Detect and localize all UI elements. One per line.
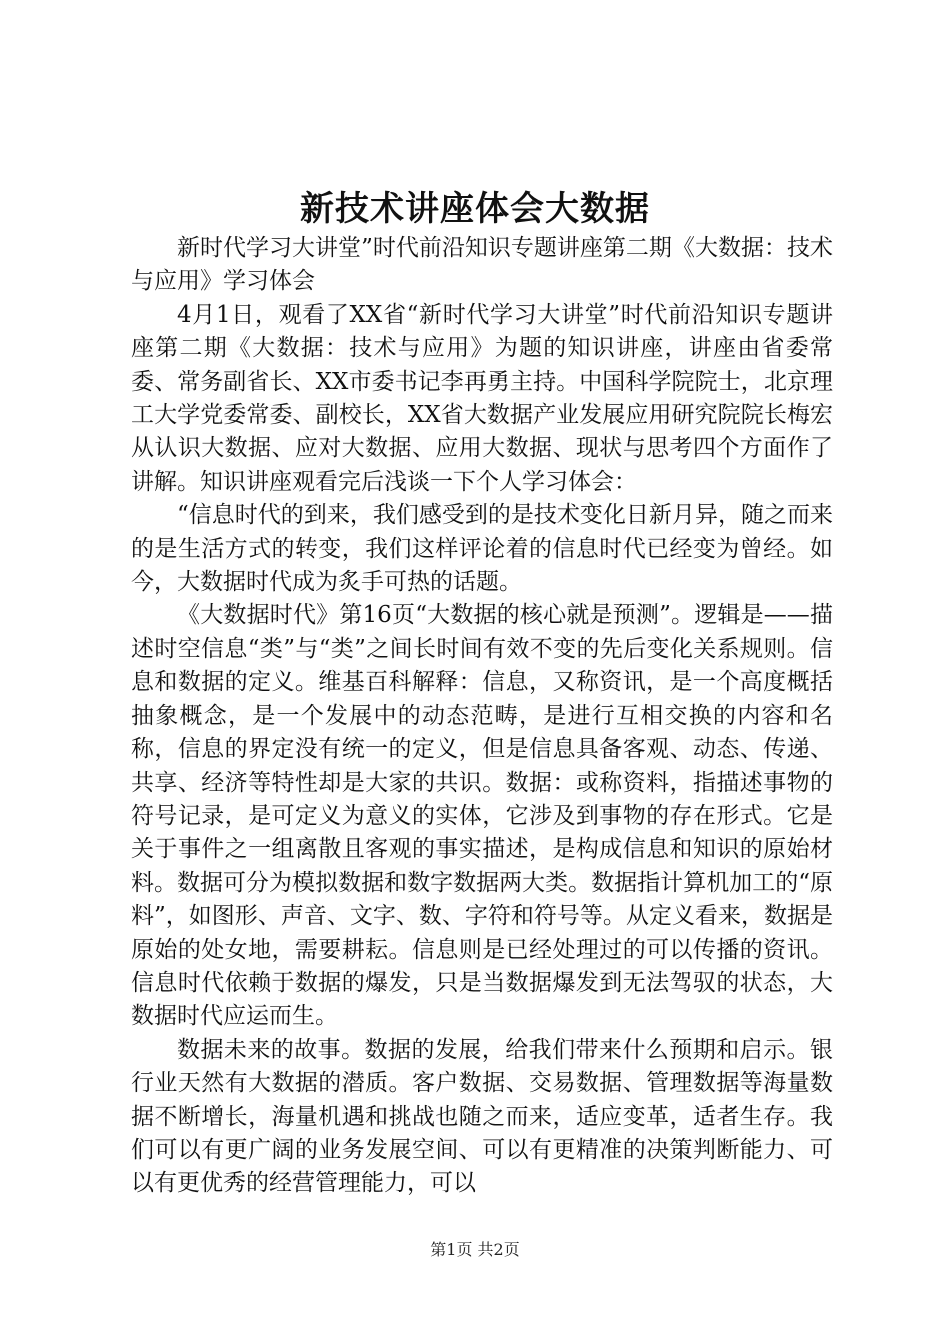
document-title: 新技术讲座体会大数据 bbox=[300, 189, 650, 229]
paragraph: 新时代学习大讲堂”时代前沿知识专题讲座第二期《大数据：技术与应用》学习体会 bbox=[131, 235, 833, 295]
document-body bbox=[131, 232, 833, 1201]
paragraph: 《大数据时代》第16页“大数据的核心就是预测”。逻辑是——描述时空信息“类”与“类”之间长时间有效不变的先后变化关系规则。信息和数据的定义。维基百科解释：信息，又称资讯，是一个高度概括抽象概念，是一个发展中的动态范畴，是进行互相交换的内容和名称，信息的界定没有统一的定义，但是信息具备客观、动态、传递、共享、经济等特性却是大家的共识。数据：或称资料，指描述事物的符号记录，是可定义为意义的实体，它涉及到事物的存在形式。它是关于事件之一组离散且客观的事实描述，是构成信息和知识的原始材料。数据可分为模拟数据和数字数据两大类。数据指计算机加工的“原料”，如图形、声音、文字、数、字符和符号等。从定义看来，数据是原始的处女地，需要耕耘。信息则是已经处理过的可以传播的资讯。信息时代依赖于数据的爆发，只是当数据爆发到无法驾驭的状态，大数据时代应运而生。 bbox=[131, 602, 833, 1030]
paragraph: 数据未来的故事。数据的发展，给我们带来什么预期和启示。银行业天然有大数据的潜质。客户数据、交易数据、管理数据等海量数据不断增长，海量机遇和挑战也随之而来，适应变革，适者生存。我们可以有更广阔的业务发展空间、可以有更精准的决策判断能力、可以有更优秀的经营管理能力，可以 bbox=[131, 1036, 833, 1197]
paragraph: 4月1日，观看了XX省“新时代学习大讲堂”时代前沿知识专题讲座第二期《大数据：技术与应用》为题的知识讲座，讲座由省委常委、常务副省长、XX市委书记李再勇主持。中国科学院院士，北京理工大学党委常委、副校长，XX省大数据产业发展应用研究院院长梅宏从认识大数据、应对大数据、应用大数据、现状与思考四个方面作了讲解。知识讲座观看完后浅谈一下个人学习体会： bbox=[131, 301, 833, 495]
paragraph: “信息时代的到来，我们感受到的是技术变化日新月异，随之而来的是生活方式的转变，我们这样评论着的信息时代已经变为曾经。如今，大数据时代成为炙手可热的话题。 bbox=[131, 502, 833, 596]
page-number-footer: 第1页 共2页 bbox=[430, 1240, 520, 1259]
